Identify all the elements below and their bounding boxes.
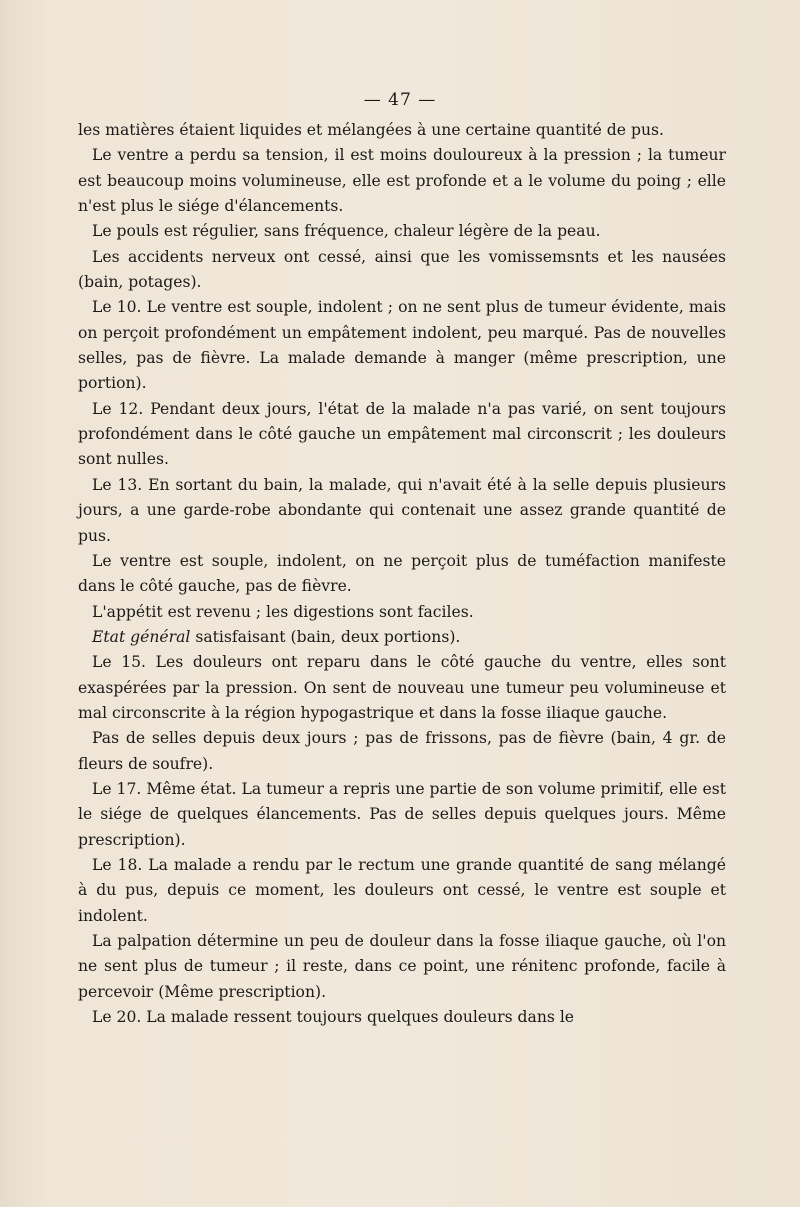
paragraph-text: Le 17. Même état. La tumeur a repris une partie de son volume primitif, elle est le siége de quelques élancements. Pas de selles depuis quelques jours. Même prescription). [78, 779, 726, 849]
paragraph [78, 219, 726, 244]
paragraph-text: Les accidents nerveux ont cessé, ainsi que les vomissemsnts et les nausées (bain, potages). [78, 247, 726, 292]
paragraph [78, 295, 726, 396]
paragraph-text: Le pouls est régulier, sans fréquence, chaleur légère de la peau. [92, 222, 601, 241]
paragraph [78, 600, 726, 625]
paragraph [78, 245, 726, 296]
paragraph [78, 929, 726, 1005]
paragraph [78, 853, 726, 929]
page-number: — 47 — [363, 90, 437, 110]
paragraph-text: La palpation détermine un peu de douleur dans la fosse iliaque gauche, où l'on ne sent plus de tumeur ; il reste, dans ce point, une rénitenc profonde, facile à percevoir (Même prescription). [78, 932, 726, 1001]
paragraph [78, 118, 726, 143]
paragraph-text: les matières étaient liquides et mélangées à une certaine quantité de pus. [78, 121, 664, 139]
paragraph [78, 726, 726, 777]
italic-phrase: Etat général [92, 627, 191, 646]
body-text [78, 118, 726, 1030]
paragraph-text: satisfaisant (bain, deux portions). [190, 627, 461, 646]
paragraph-text: Le 18. La malade a rendu par le rectum une grande quantité de sang mélangé à du pus, depuis ce moment, les douleurs ont cessé, le ventre est souple et indolent. [78, 855, 726, 925]
paragraph [78, 473, 726, 549]
paragraph-text: Le 15. Les douleurs ont reparu dans le côté gauche du ventre, elles sont exaspérées par la pression. On sent de nouveau une tumeur peu volumineuse et mal circonscrite à la région hypogastrique et dans la fosse iliaque gauche. [78, 653, 726, 722]
paragraph-text: Le 20. La malade ressent toujours quelques douleurs dans le [92, 1008, 575, 1027]
paragraph [78, 143, 726, 219]
paragraph-text: Le 10. Le ventre est souple, indolent ; on ne sent plus de tumeur évidente, mais on perçoit profondément un empâtement indolent, peu marqué. Pas de nouvelles selles, pas de fièvre. La malade demande à manger (même prescription, une portion). [78, 298, 726, 393]
paragraph [78, 650, 726, 726]
paragraph [78, 397, 726, 473]
paragraph [78, 1005, 726, 1030]
paragraph [78, 549, 726, 600]
paragraph-text: Le ventre a perdu sa tension, il est moins douloureux à la pression ; la tumeur est beaucoup moins volumineuse, elle est profonde et a le volume du poing ; elle n'est plus le siége d'élancements. [78, 146, 726, 216]
paragraph [78, 777, 726, 853]
paragraph-text: L'appétit est revenu ; les digestions sont faciles. [92, 602, 474, 621]
paragraph [78, 625, 726, 650]
paragraph-text: Le 13. En sortant du bain, la malade, qui n'avait été à la selle depuis plusieurs jours, a une garde-robe abondante qui contenait une assez grande quantité de pus. [78, 475, 726, 545]
paragraph-text: Pas de selles depuis deux jours ; pas de frissons, pas de fièvre (bain, 4 gr. de fleurs de soufre). [78, 729, 726, 773]
paragraph-text: Le 12. Pendant deux jours, l'état de la malade n'a pas varié, on sent toujours profondément dans le côté gauche un empâtement mal circonscrit ; les douleurs sont nulles. [78, 399, 726, 469]
paragraph-text: Le ventre est souple, indolent, on ne perçoit plus de tuméfaction manifeste dans le côté gauche, pas de fièvre. [78, 551, 726, 596]
